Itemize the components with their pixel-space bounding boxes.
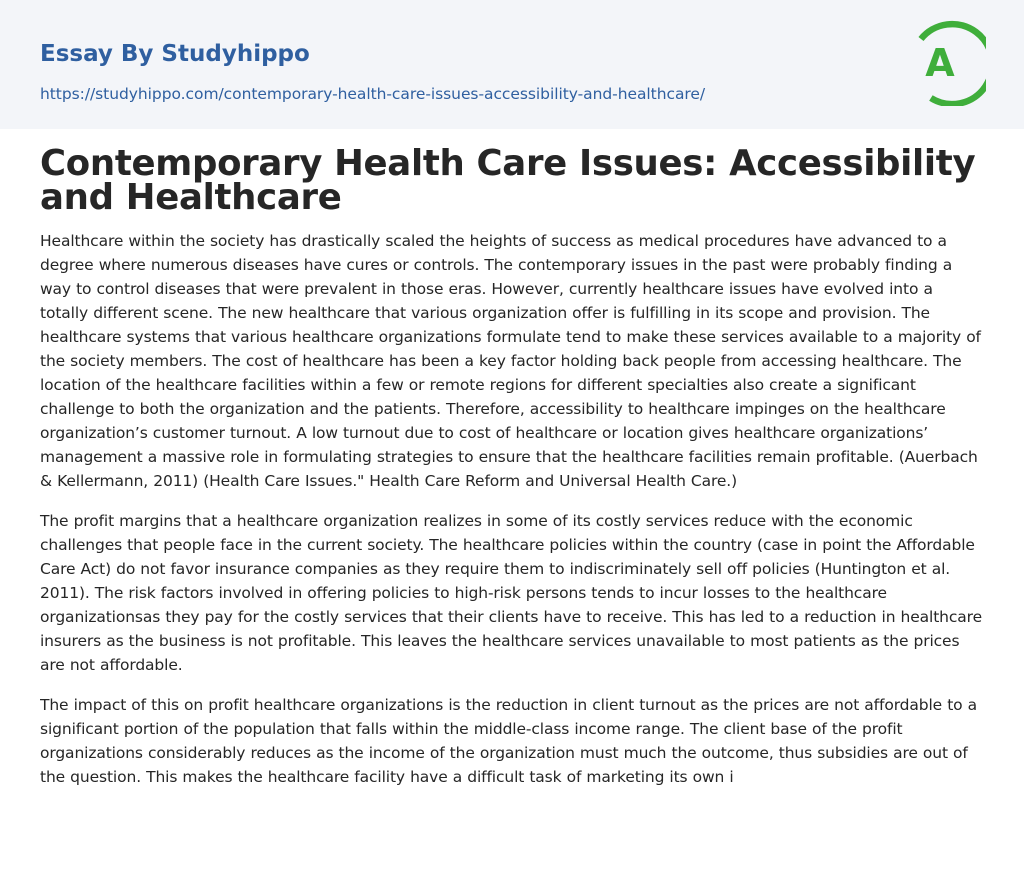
essay-paragraph: The profit margins that a healthcare organization realizes in some of its costly services reduce with the economic challenges that people face in the current society. The healthcare policies within the country (case in point the Affordable Care Act) do not favor insurance companies as they require them to indiscriminately sell off policies (Huntington et al. 2011). The risk factors involved in offering policies to high-risk persons tends to incur losses to the healthcare organizationsas they pay for the costly services that their clients have to receive. This has led to a reduction in healthcare insurers as the business is not profitable. This leaves the healthcare services unavailable to most patients as the prices are not affordable. [40, 512, 982, 674]
site-brand[interactable]: Essay By Studyhippo [40, 41, 310, 67]
source-url-link[interactable]: https://studyhippo.com/contemporary-health-care-issues-accessibility-and-healthcare/ [40, 85, 706, 103]
logo-letter: A [925, 41, 955, 85]
page-title: Contemporary Health Care Issues: Accessibility and Healthcare [40, 143, 976, 218]
essay-body [40, 229, 984, 805]
site-header [0, 0, 1024, 129]
essay-paragraph: The impact of this on profit healthcare organizations is the reduction in client turnout as the prices are not affordable to a significant portion of the population that falls within the middle-class income range. The client base of the profit organizations considerably reduces as the income of the organization must much the outcome, thus subsidies are out of the question. This makes the healthcare facility have a difficult task of marketing its own i [40, 696, 978, 786]
essay-paragraph: Healthcare within the society has drastically scaled the heights of success as medical procedures have advanced to a degree where numerous diseases have cures or controls. The contemporary issues in the past were probably finding a way to control diseases that were prevalent in those eras. However, currently healthcare issues have evolved into a totally different scene. The new healthcare that various organization offer is fulfilling in its scope and provision. The healthcare systems that various healthcare organizations formulate tend to make these services available to a majority of the society members. The cost of healthcare has been a key factor holding back people from accessing healthcare. The location of the healthcare facilities within a few or remote regions for different specialties also create a significant challenge to both the organization and the patients. Therefore, accessibility to healthcare impinges on the healthcare organization’s customer turnout. A low turnout due to cost of healthcare or location gives healthcare organizations’ management a massive role in formulating strategies to ensure that the healthcare facilities remain profitable. (Auerbach & Kellermann, 2011) (Health Care Issues." Health Care Reform and Universal Health Care.) [40, 232, 981, 490]
studyhippo-logo-icon[interactable] [912, 20, 986, 106]
